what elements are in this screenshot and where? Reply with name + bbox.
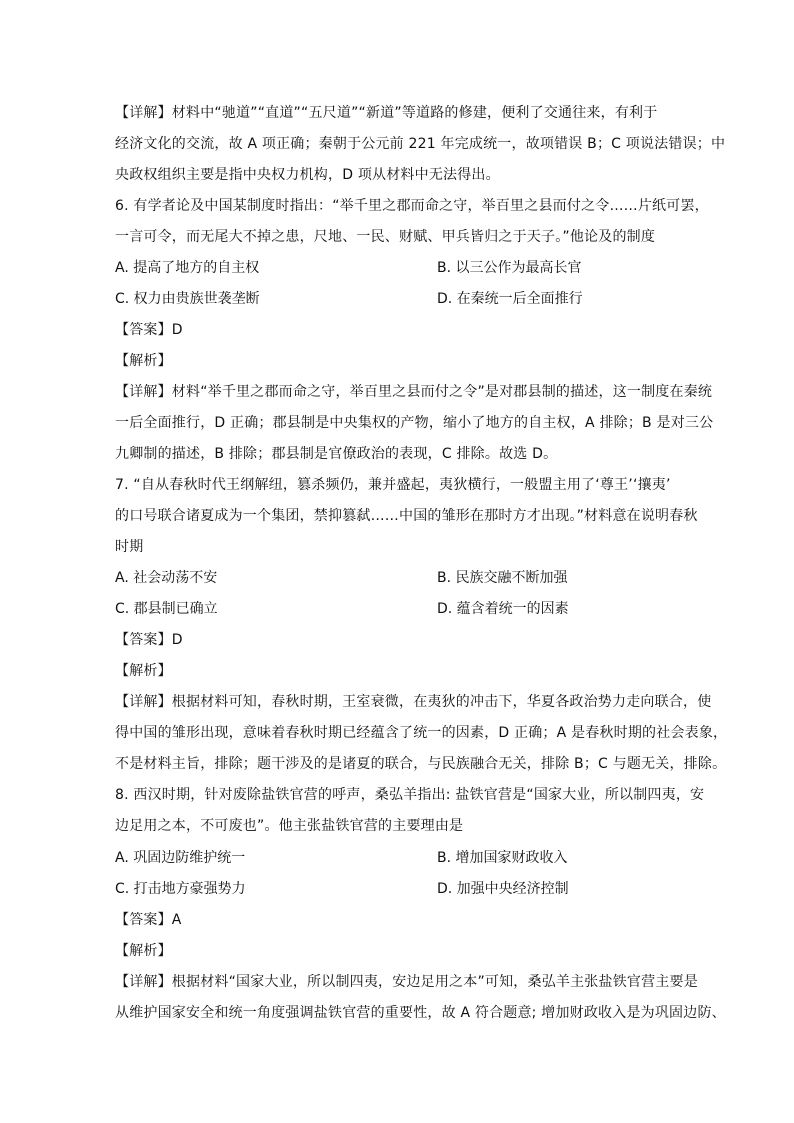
question-6-detail-1: 【详解】材料“举千里之郡而命之守，举百里之县而付之令”是对郡县制的描述，这一制度在秦统 bbox=[115, 384, 713, 400]
question-7-option-a: A. 社会动荡不安 bbox=[115, 570, 218, 586]
question-7-stem-2: 的口号联合诸夏成为一个集团，禁抑篡弑……中国的雏形在那时方才出现。”材料意在说明春秋 bbox=[115, 508, 698, 524]
question-7-stem-1: 7. “自从春秋时代王纲解纽，篡杀频仍，兼并盛起，夷狄横行，一般盟主用了‘尊王’‘攘夷’ bbox=[115, 477, 671, 493]
question-6-option-b: B. 以三公作为最高长官 bbox=[437, 260, 582, 276]
question-7-answer: 【答案】D bbox=[115, 632, 183, 648]
question-7-option-b: B. 民族交融不断加强 bbox=[437, 570, 568, 586]
question-7-option-c: C. 郡县制已确立 bbox=[115, 601, 218, 617]
question-6-option-c: C. 权力由贵族世袭垄断 bbox=[115, 291, 260, 307]
question-8-option-c: C. 打击地方豪强势力 bbox=[115, 881, 246, 897]
question-8-detail-2: 从维护国家安全和统一角度强调盐铁官营的重要性，故 A 符合题意; 增加财政收入是为巩固边防、 bbox=[115, 1005, 726, 1021]
question-8-stem-2: 边足用之本，不可废也”。他主张盐铁官营的主要理由是 bbox=[115, 818, 464, 834]
question-8-option-a: A. 巩固边防维护统一 bbox=[115, 850, 246, 866]
question-8-option-d: D. 加强中央经济控制 bbox=[437, 881, 569, 897]
prev-detail-line-2: 经济文化的交流，故 A 项正确；秦朝于公元前 221 年完成统一，故项错误 B；C 项说法错误；中 bbox=[115, 136, 726, 152]
prev-detail-line-3: 央政权组织主要是指中央权力机构，D 项从材料中无法得出。 bbox=[115, 167, 500, 183]
question-6-stem-1: 6. 有学者论及中国某制度时指出：“举千里之郡而命之守，举百里之县而付之令……片纸可罢， bbox=[115, 198, 709, 214]
question-8-detail-1: 【详解】根据材料“国家大业，所以制四夷，安边足用之本”可知，桑弘羊主张盐铁官营主要是 bbox=[115, 974, 698, 990]
question-6-option-a: A. 提高了地方的自主权 bbox=[115, 260, 260, 276]
question-6-stem-2: 一言可令，而无尾大不掉之患，尺地、一民、财赋、甲兵皆归之于天子。”他论及的制度 bbox=[115, 229, 656, 245]
question-7-analysis-heading: 【解析】 bbox=[115, 663, 172, 679]
question-8-answer: 【答案】A bbox=[115, 912, 182, 928]
question-6-option-d: D. 在秦统一后全面推行 bbox=[437, 291, 583, 307]
question-7-stem-3: 时期 bbox=[115, 539, 144, 555]
prev-detail-line-1: 【详解】材料中“驰道”“直道”“五尺道”“新道”等道路的修建，便利了交通往来，有利于 bbox=[115, 105, 658, 121]
question-6-analysis-heading: 【解析】 bbox=[115, 353, 172, 369]
question-8-stem-1: 8. 西汉时期，针对废除盐铁官营的呼声，桑弘羊指出: 盐铁官营是“国家大业，所以制四夷，安 bbox=[115, 787, 705, 803]
question-6-detail-3: 九卿制的描述，B 排除；郡县制是官僚政治的表现，C 排除。故选 D。 bbox=[115, 446, 558, 462]
question-7-option-d: D. 蕴含着统一的因素 bbox=[437, 601, 569, 617]
question-6-answer: 【答案】D bbox=[115, 322, 183, 338]
question-8-analysis-heading: 【解析】 bbox=[115, 943, 172, 959]
question-7-detail-1: 【详解】根据材料可知，春秋时期，王室衰微，在夷狄的冲击下，华夏各政治势力走向联合，使 bbox=[115, 694, 712, 710]
question-6-detail-2: 一后全面推行，D 正确；郡县制是中央集权的产物，缩小了地方的自主权，A 排除；B 是对三公 bbox=[115, 415, 714, 431]
question-8-option-b: B. 增加国家财政收入 bbox=[437, 850, 568, 866]
question-7-detail-2: 得中国的雏形出现，意味着春秋时期已经蕴含了统一的因素，D 正确；A 是春秋时期的社会表象， bbox=[115, 725, 728, 741]
question-7-detail-3: 不是材料主旨，排除；题干涉及的是诸夏的联合，与民族融合无关，排除 B；C 与题无关，排除。 bbox=[115, 756, 727, 772]
